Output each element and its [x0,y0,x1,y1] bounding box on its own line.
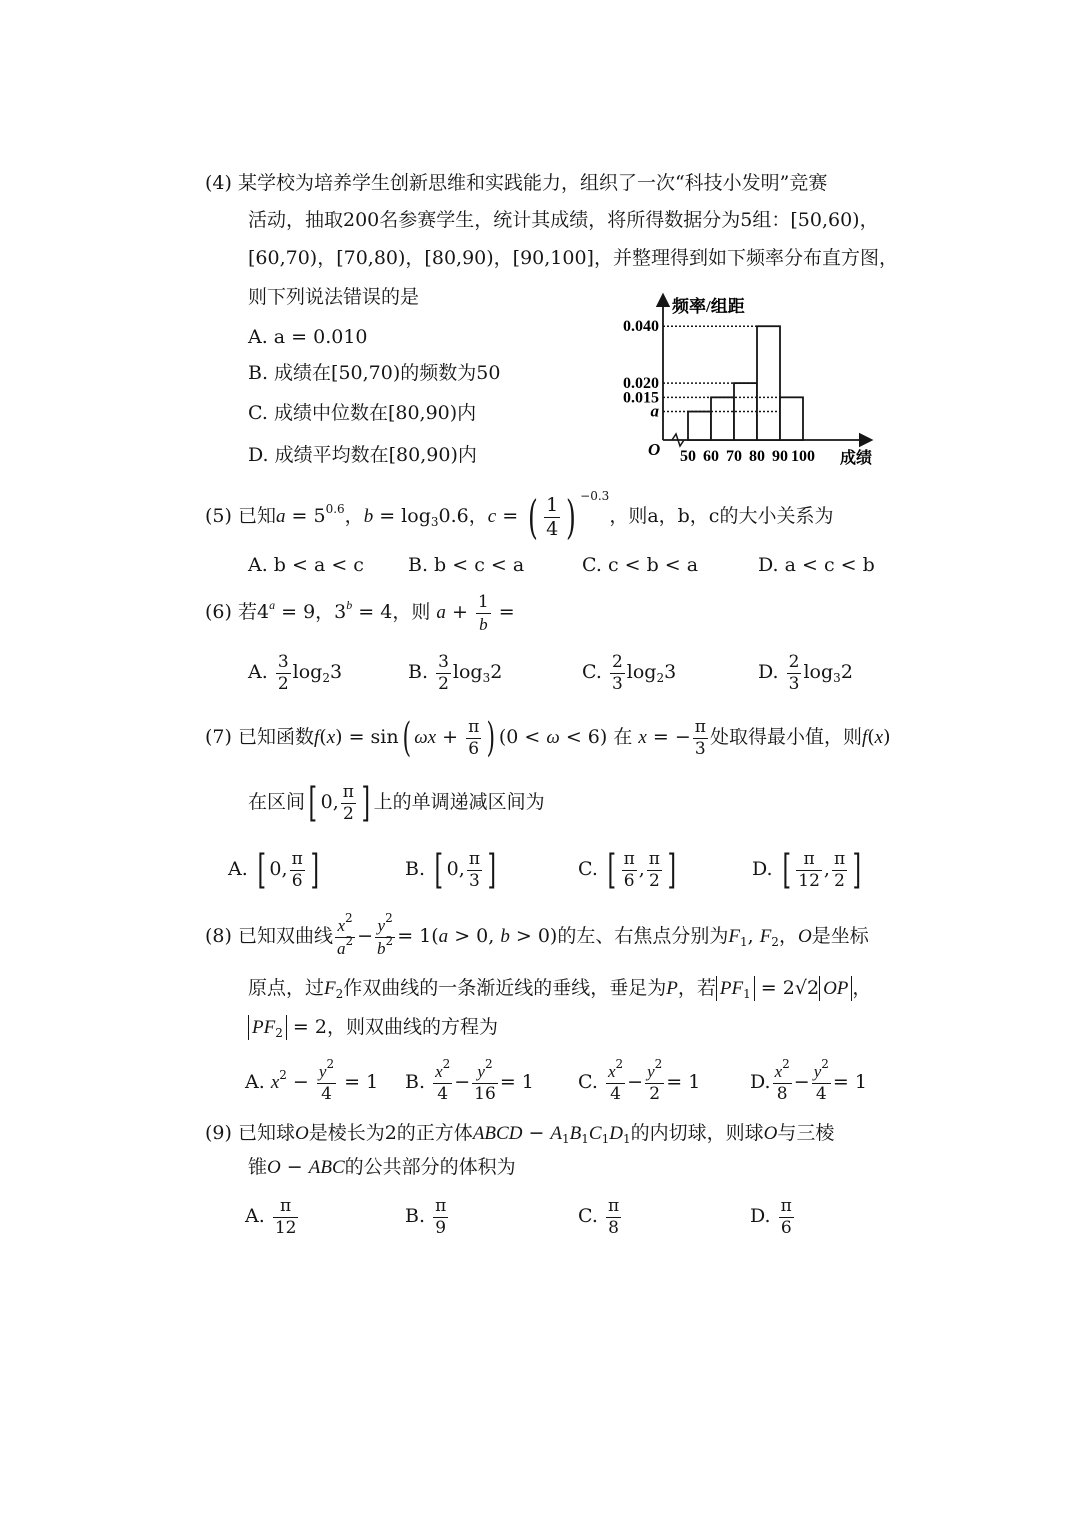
q9-text-1b: 是棱长为2的正方体 [308,1122,473,1144]
q5-expr-a: a [275,506,286,527]
frequency-histogram [600,290,880,475]
q5-number: (5) [205,505,232,527]
q9-text-2a: 锥 [248,1156,268,1178]
histogram-bar-5 [780,397,803,440]
q7-line-2: 在区间[ 0, $\frac{\pi}{2}$ ] 上的单调递减区间为 [248,780,545,826]
q9-text-1c: 的内切球，则球 [630,1122,764,1144]
q6-option-b: B. $\frac{3}{2}$ $\log_32$ [408,651,503,694]
y-axis-label: 频率/组距 [672,297,745,316]
q7-text-1b: 处取得最小值，则 [709,726,862,748]
q8-text-1b: 的左、右焦点分别为 [557,925,729,947]
q4-option-a: A. a = 0.010 [248,326,368,348]
q4-line-4: 则下列说法错误的是 [248,286,420,308]
q7-option-d: D. [ $\frac{\pi}{12}$ , $\frac{\pi}{2}$ ] [752,847,862,893]
q8-text-2c: ，若 [677,977,716,999]
q5-text-a: 已知 [237,505,276,527]
q4-line-1 [205,168,827,198]
q9-text-1d: 与三棱 [777,1122,835,1144]
q7-line-1: (7) 已知函数f(x) = sin( ωx + $\frac{\pi}{6}$ ) (0 < ω < 6) 在 x = − $\frac{\pi}{3}$ 处取得最小值，则f(x) [205,715,891,761]
x-tick-label-5: 90 [772,448,788,465]
q9-number: (9) [205,1122,232,1144]
q8-number: (8) [205,925,232,947]
q8-option-a: A. $x^2$ − $\frac{y^2}{4}$ = 1 [245,1057,379,1104]
y-tick-label-1: 0.040 [623,318,659,336]
q5-option-b: B. b < c < a [408,554,525,576]
q6-text: 若 [237,601,257,623]
q6-number: (6) [205,601,232,623]
q8-text-1a: 已知双曲线 [237,925,333,947]
y-tick-label-3: 0.015 [623,389,659,407]
q8-text-2b: 作双曲线的一条渐近线的垂线，垂足为 [343,977,667,999]
q4-option-d: D. 成绩平均数在[80,90)内 [248,444,477,466]
q7-option-a: A. [ 0, $\frac{\pi}{6}$ ] [228,847,319,893]
q5-expr-c: ( $\frac{1}{4}$ ) $^{-0.3}$ [528,489,610,544]
q9-option-a: A. $\frac{\pi}{12}$ [245,1195,297,1238]
q9-text-1a: 已知球 [237,1122,295,1144]
q9-option-b: B. $\frac{\pi}{9}$ [405,1195,447,1238]
q9-line-1: (9) 已知球O是棱长为2的正方体ABCD − $A_1B_1C_1D_1$的内切球，则球O与三棱 [205,1122,835,1146]
histogram-bar-1 [688,412,711,440]
q5-option-d: D. a < c < b [758,554,875,576]
q8-text-3: ，则双曲线的方程为 [326,1016,498,1038]
q6-option-c: C. $\frac{2}{3}$ $\log_23$ [582,651,677,694]
x-tick-label-3: 70 [726,448,742,465]
q7-text-2b: 上的单调递减区间为 [373,791,545,813]
x-tick-label-2: 60 [703,448,719,465]
x-tick-label-4: 80 [749,448,765,465]
q8-line-1: (8) 已知双曲线 $\frac{x^2}{a^2}$ − $\frac{y^2}{b^2}$ = 1(a > 0, b > 0)的左、右焦点分别为$F_1$, $F_2$，O是坐标 [205,910,869,958]
histogram-bar-2 [711,397,734,440]
q8-option-d: D. $\frac{x^2}{8}$ − $\frac{y^2}{4}$ = 1 [750,1057,867,1104]
q8-text-2a: 原点，过 [248,977,325,999]
histogram-bar-3 [734,383,757,440]
y-tick-label-2: 0.020 [623,375,659,393]
q5-option-a: A. b < a < c [248,554,364,576]
x-tick-label-6: 100 [791,448,815,465]
q7-text-1a: 已知函数 [237,726,314,748]
q7-option-b: B. [ 0, $\frac{\pi}{3}$ ] [405,847,497,893]
q8-line-2: 原点，过$F_2$作双曲线的一条渐近线的垂线，垂足为P，若 $PF_1 = 2√2$ OP ， [248,977,872,1001]
q8-option-c: C. $\frac{x^2}{4}$ − $\frac{y^2}{2}$ = 1 [578,1057,701,1104]
origin-label: O [648,440,661,459]
q8-line-3: $PF_2 = 2$，则双曲线的方程为 [248,1012,498,1042]
q4-line-2: 活动，抽取200名参赛学生，统计其成绩，将所得数据分为5组：[50,60)， [248,209,879,231]
q5-text-tail: ，则a，b，c的大小关系为 [609,505,834,527]
x-axis-label: 成绩 [840,450,873,467]
q6-line-1: (6) 若$4^a = 9$，$3^b = 4$，则 a + $\frac{1}{b}$ = [205,591,515,634]
q4-number: (4) [205,172,232,194]
x-tick-label-1: 50 [680,448,696,465]
q9-line-2: 锥O − ABC的公共部分的体积为 [248,1156,516,1178]
q6-option-d: D. $\frac{2}{3}$ $\log_32$ [758,651,853,694]
q4-option-c: C. 成绩中位数在[80,90)内 [248,402,477,424]
q9-option-c: C. $\frac{\pi}{8}$ [578,1195,620,1238]
q5-option-c: C. c < b < a [582,554,699,576]
q4-text-1: 某学校为培养学生创新思维和实践能力，组织了一次“科技小发明”竞赛 [237,172,828,194]
q7-option-c: C. [ $\frac{\pi}{6}$ , $\frac{\pi}{2}$ ] [578,847,677,893]
y-tick-label-4: a [650,401,659,421]
q8-text-1c: 是坐标 [811,925,869,947]
q6-option-a: A. $\frac{3}{2}$ $\log_23$ [248,651,343,694]
q7-text-2a: 在区间 [248,791,306,813]
q4-option-b: B. 成绩在[50,70)的频数为50 [248,362,501,384]
q9-text-2b: 的公共部分的体积为 [344,1156,516,1178]
q4-line-3: [60,70)，[70,80)，[80,90)，[90,100]，并整理得到如下频率分布直方图， [248,247,898,269]
q7-number: (7) [205,726,232,748]
q5-line-1: (5) 已知$a = 5^{0.6}$，$b = \log_30.6$，c = ( $\frac{1}{4}$ ) $^{-0.3}$，则a，b，c的大小关系为 [205,489,834,544]
histogram-bar-4 [757,326,780,440]
q8-option-b: B. $\frac{x^2}{4}$ − $\frac{y^2}{16}$ = 1 [405,1057,534,1104]
q9-option-d: D. $\frac{\pi}{6}$ [750,1195,792,1238]
